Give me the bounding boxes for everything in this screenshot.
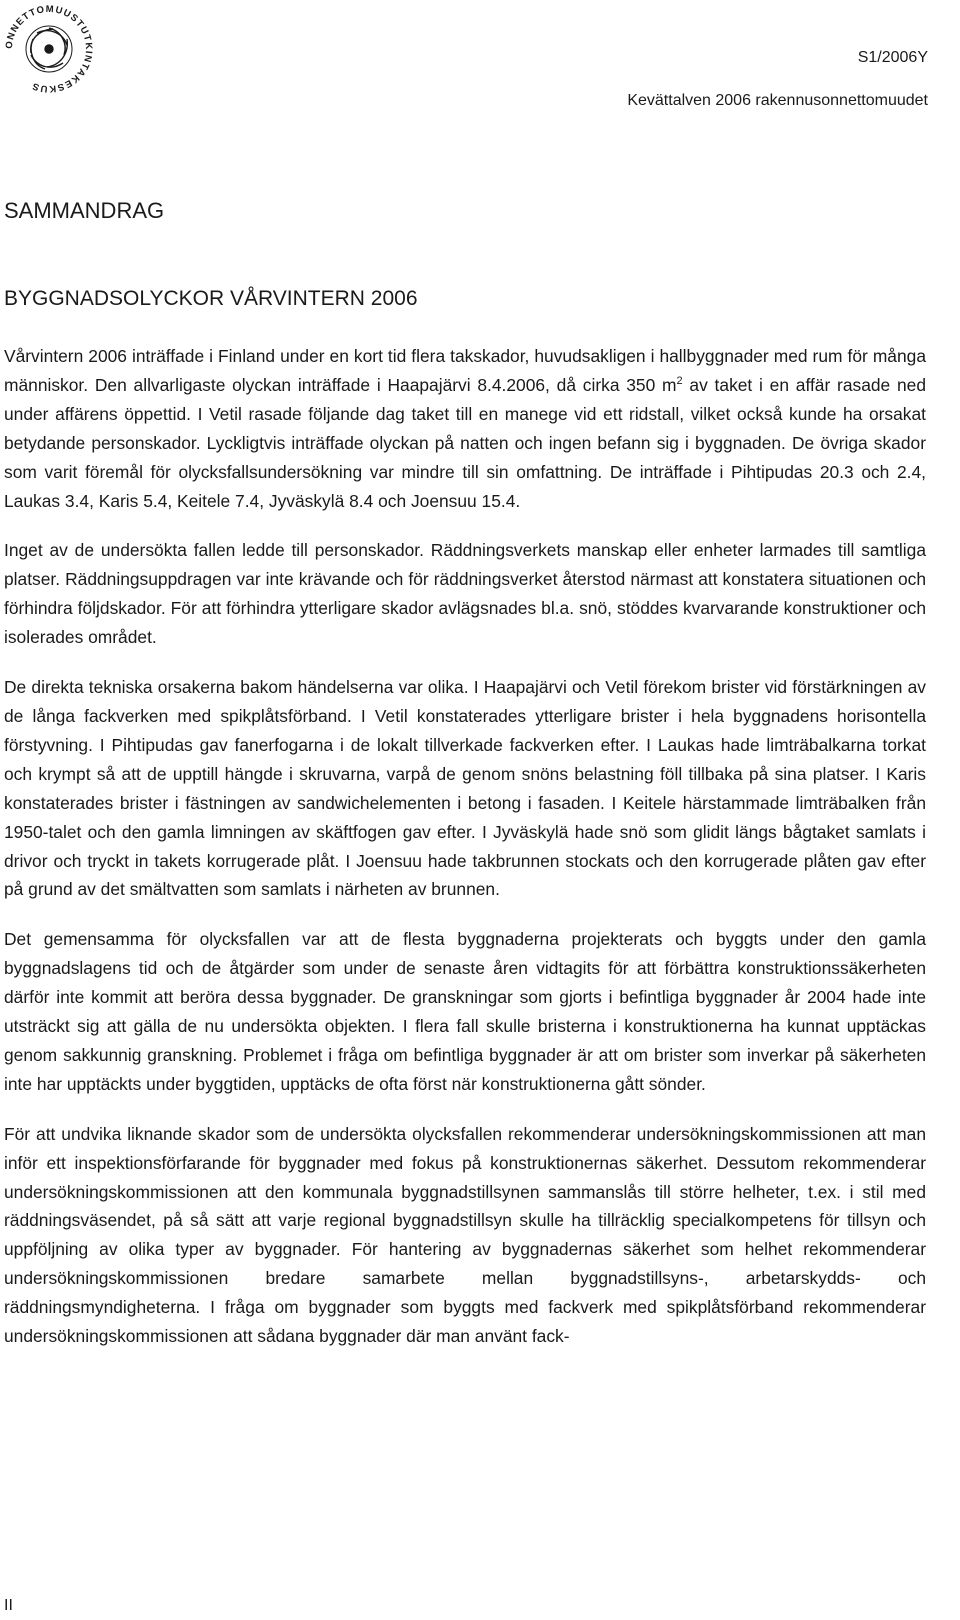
paragraph-recommendations: För att undvika liknande skador som de undersökta olycksfallen rekommenderar undersökningskommissionen att man inför ett inspektionsförfarande för byggnader med fokus på konstruktionernas säkerhet. Dessutom rekommenderar undersökningskommissionen att den kommunala byggnadstillsynen sammanslås till större helheter, t.ex. i stil med räddningsväsendet, på så sätt att varje regional byggnadstillsyn skulle ha tillräcklig specialkompetens för tillsyn och uppföljning av olika typer av byggnader. För hantering av byggnadernas säkerhet som helhet rekommenderar undersökningskommissionen bredare samarbete mellan byggnadstillsyns-, arbetarskydds- och räddningsmyndigheterna. I fråga om byggnader som byggts med fackverk med spikplåtsförband rekommenderar undersökningskommissionen att sådana byggnader där man använt fack- [4, 1123, 926, 1347]
onnettomuustutkintakeskus-logo [0, 0, 98, 98]
superscript-2: 2 [676, 374, 683, 387]
paragraph-summary: Vårvintern 2006 inträffade i Finland under en kort tid flera takskador, huvudsakligen i hallbyggnader med rum för många människor. Den allvarligaste olyckan inträffade i Haapajärvi 8.4.2006, då cirka 350 $m^2$ av taket i en affär rasade ned under affärens öppettid. I Vetil rasade följande dag taket till en manege vid ett ridstall, vilket också kunde ha orsakat betydande personskador. Lyckligtvis inträffade olyckan på natten och ingen befann sig i byggnaden. De övriga skador som varit föremål för olycksfallsundersökning var mindre till sin omfattning. De inträffade i Pihtipudas 20.3 och 2.4, Laukas 3.4, Karis 5.4, Keitele 7.4, Jyväskylä 8.4 och Joensuu 15.4. [4, 346, 926, 511]
paragraph-rescue: Inget av de undersökta fallen ledde till personskador. Räddningsverkets manskap eller enheter larmades till samtliga platser. Räddningsuppdragen var inte krävande och för räddningsverket återstod närmast att konstatera situationen och förhindra följdskador. För att förhindra ytterligare skador avlägsnades bl.a. snö, stöddes kvarvarande konstruktioner och isolerades området. [4, 540, 926, 648]
section-title: SAMMANDRAG [4, 198, 165, 223]
spiral-emblem-icon [26, 26, 72, 72]
paragraph-common-factors: Det gemensamma för olycksfallen var att de flesta byggnaderna projekterats och byggts under den gamla byggnadslagens tid och de åtgärder som under de senaste åren vidtagits för att förbättra konstruktionssäkerheten därför inte kommit att beröra dessa byggnader. De granskningar som gjorts i befintliga byggnader år 2004 hade inte utsträckt sig att gälla de nu undersökta objekten. I flera fall skulle bristerna i konstruktionerna ha kunnat upptäckas genom sakkunnig granskning. Problemet i fråga om befintliga byggnader är att om brister som inverkar på säkerheten inte har upptäckts under byggtiden, upptäcks de ofta först när konstruktionerna gått sönder. [4, 929, 926, 1094]
paragraph-causes: De direkta tekniska orsakerna bakom händelserna var olika. I Haapajärvi och Vetil förekom brister vid förstärkningen av de långa fackverken med spikplåtsförband. I Vetil konstaterades ytterligare brister i hela byggnadens horisontella förstyvning. I Pihtipudas gav fanerfogarna i de lokalt tillverkade fackverken efter. I Laukas hade limträbalkarna torkat och krympt så att de upptill hängde i skruvarna, varpå de genom snöns belastning föll tillbaka på sina platser. I Karis konstaterades brister i fästningen av sandwichelementen i betong i fasaden. I Keitele härstammade limträbalken från 1950-talet och den gamla limningen av skäftfogen gav efter. I Jyväskylä hade snö som glidit längs bågtaket samlats i drivor och tryckt in takets korrugerade plåt. I Joensuu hade takbrunnen stockats och den korrugerade plåten gav efter på grund av det smältvatten som samlats i närheten av brunnen. [4, 677, 926, 900]
section-subtitle: BYGGNADSOLYCKOR VÅRVINTERN 2006 [4, 287, 418, 310]
svg-text:ONNETTOMUUSTUTKINTAKESKUS: ONNETTOMUUSTUTKINTAKESKUS [3, 3, 95, 95]
report-subtitle: Kevättalven 2006 rakennusonnettomuudet [627, 92, 928, 109]
page-number: II [4, 1597, 13, 1614]
body-text [4, 342, 926, 1372]
report-code: S1/2006Y [857, 49, 928, 66]
